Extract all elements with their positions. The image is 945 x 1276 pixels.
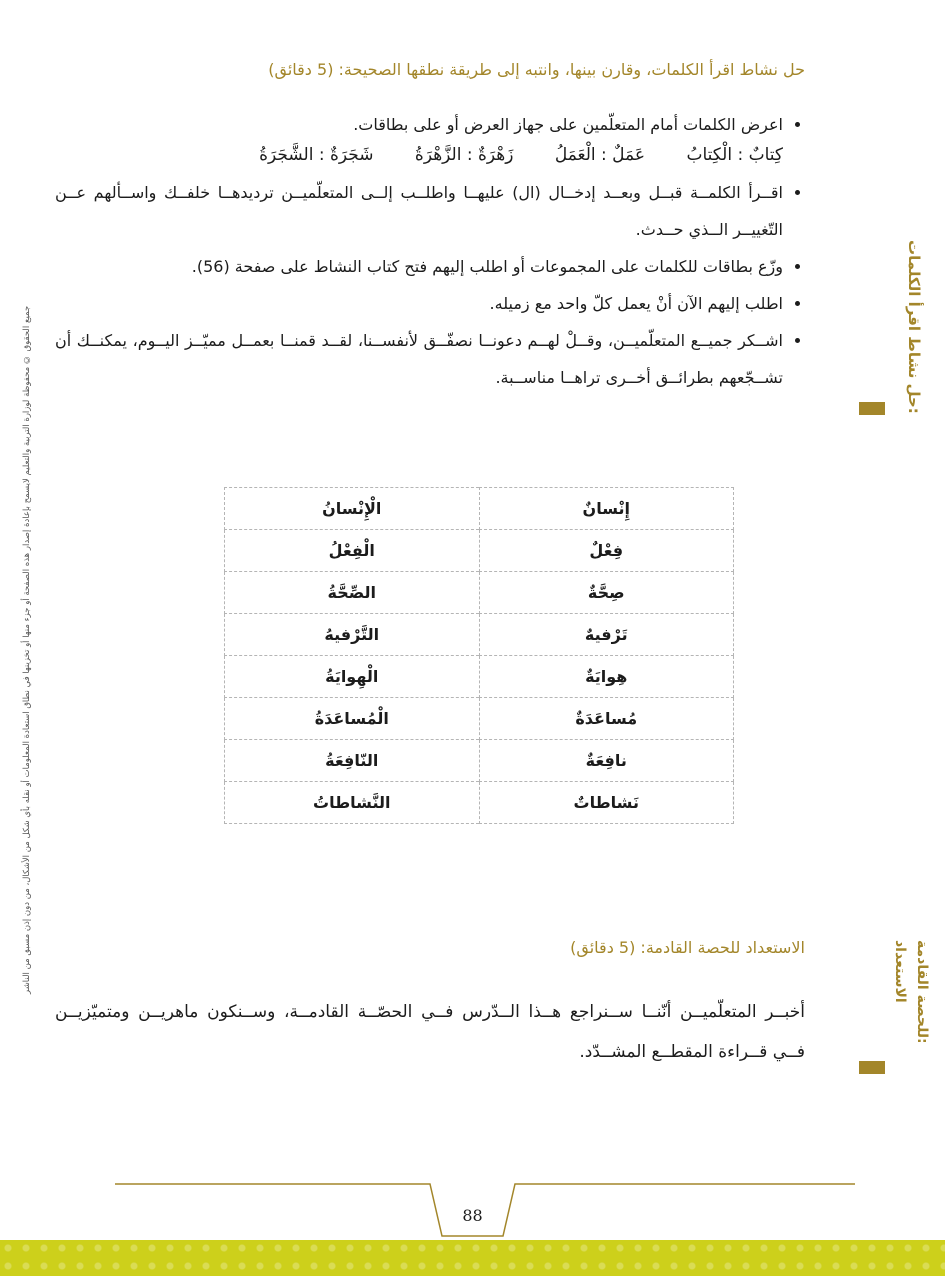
table-cell: هِوايَةٌ xyxy=(479,656,734,698)
word-pair: زَهْرَةٌ : الزَّهْرَةُ xyxy=(414,145,514,165)
list-item xyxy=(55,285,783,322)
bullet-text-3: وزّع بطاقات للكلمات على المجموعات أو اطلب إليهم فتح كتاب النشاط على صفحة (56). xyxy=(191,257,783,276)
side-label-preparation-2 xyxy=(913,940,931,1044)
preparation-text: أخبــر المتعلّميــن أنّنــا ســنراجع هــذا الــدّرس فــي الحصّــة القادمــة، وســنكون ماهريــن ومتميّزيــن فــي قــراءة المقطــع المشــدّد. xyxy=(55,1002,805,1062)
page-number: 88 xyxy=(462,1206,483,1225)
side-label-prep-line2: للحصة القادمة: xyxy=(914,940,930,1044)
table-cell: الْهِوايَةُ xyxy=(225,656,480,698)
table-cell: صِحَّةٌ xyxy=(479,572,734,614)
table-row xyxy=(225,782,734,824)
table-cell: النّافِعَةُ xyxy=(225,740,480,782)
list-item xyxy=(55,174,783,248)
activity-heading: حل نشاط اقرأ الكلمات، وقارن بينها، وانتبه إلى طريقة نطقها الصحيحة: (5 دقائق) xyxy=(268,60,805,79)
bullet-text-5: اشــكر جميــع المتعلّميــن، وقــلْ لهــم دعونــا نصفّــق لأنفســنا، لقــد قمنــا بعمــل مميّــز اليــوم، يمكنــك أن تشــجّعهم بطرائــق أخــرى تراهــا مناســبة. xyxy=(55,331,783,387)
table-cell: نافِعَةٌ xyxy=(479,740,734,782)
footer-decorative-band xyxy=(0,1240,945,1276)
table-cell: تَرْفيهٌ xyxy=(479,614,734,656)
table-row xyxy=(225,572,734,614)
table-cell: الْفِعْلُ xyxy=(225,530,480,572)
word-pair: شَجَرَةٌ : الشَّجَرَةُ xyxy=(259,145,374,165)
table-cell: مُساعَدَةٌ xyxy=(479,698,734,740)
word-pairs xyxy=(55,137,783,174)
table-row xyxy=(225,530,734,572)
table-cell: فِعْلٌ xyxy=(479,530,734,572)
table-cell: النَّشاطاتُ xyxy=(225,782,480,824)
side-marker-preparation xyxy=(859,1061,885,1074)
bullet-text-2: اقــرأ الكلمــة قبــل وبعــد إدخــال (ال) عليهــا واطلــب إلــى المتعلّميــن ترديدهــا خلفــك واســألهم عــن التّغييــر الــذي حــدث. xyxy=(55,183,783,239)
table-cell: نَشاطاتٌ xyxy=(479,782,734,824)
table-cell: الْمُساعَدَةُ xyxy=(225,698,480,740)
word-pair: كِتابٌ : الْكِتابُ xyxy=(686,145,783,165)
side-label-prep-line1: الاستعداد xyxy=(892,940,908,1003)
table-row xyxy=(225,740,734,782)
list-item xyxy=(55,248,783,285)
preparation-heading: الاستعداد للحصة القادمة: (5 دقائق) xyxy=(570,938,805,957)
side-label-activity: حل نشاط اقرأ الكلمات: xyxy=(905,240,923,414)
side-label-preparation xyxy=(891,940,909,1003)
table-cell: الصِّحَّةُ xyxy=(225,572,480,614)
table-row xyxy=(225,656,734,698)
words-table xyxy=(224,487,734,824)
list-item xyxy=(55,322,783,396)
table-row xyxy=(225,488,734,530)
bullet-text-4: اطلب إليهم الآن أنْ يعمل كلّ واحد مع زميله. xyxy=(489,294,783,313)
side-marker-activity xyxy=(859,402,885,415)
list-item xyxy=(55,106,783,174)
table-cell: إِنْسانٌ xyxy=(479,488,734,530)
word-pair: عَمَلٌ : الْعَمَلُ xyxy=(554,145,646,165)
table-cell: الْإِنْسانُ xyxy=(225,488,480,530)
table-cell: التَّرْفيهُ xyxy=(225,614,480,656)
table-row xyxy=(225,614,734,656)
copyright-notice: جميع الحقوق © محفوظة لوزارة التربية والتعليم لايسمح بإعادة إصدار هذه الصفحة أو جزء منها أو تخزينها في نطاق استعادة المعلومات أو نقله بأي شكل من الأشكال، من دون إذن مسبق من الناشر xyxy=(22,305,32,995)
table-row xyxy=(225,698,734,740)
bullet-text-1: اعرض الكلمات أمام المتعلّمين على جهاز العرض أو على بطاقات. xyxy=(353,115,783,134)
activity-instructions xyxy=(55,106,805,396)
